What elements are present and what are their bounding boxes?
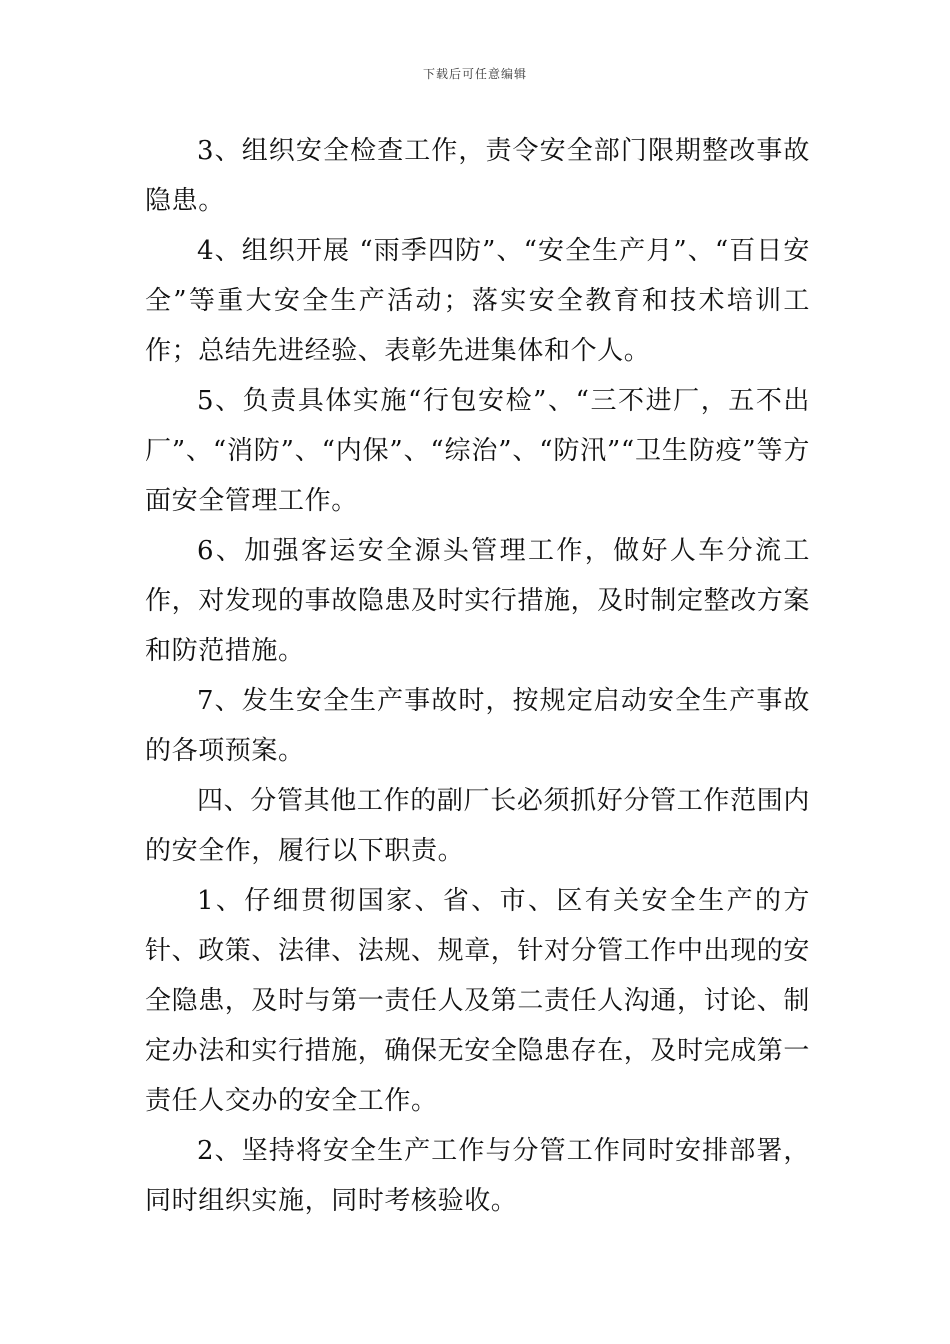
section-heading-four: 四、分管其他工作的副厂长必须抓好分管工作范围内的安全作，履行以下职责。 [145, 786, 810, 866]
paragraph-item-6: 6、加强客运安全源头管理工作，做好人车分流工作，对发现的事故隐患及时实行措施，及时制定整改方案和防范措施。 [145, 536, 811, 666]
paragraph-duty-2: 2、坚持将安全生产工作与分管工作同时安排部署，同时组织实施，同时考核验收。 [145, 1136, 810, 1216]
header-note: 下载后可任意编辑 [422, 67, 527, 81]
paragraph-item-3: 3、组织安全检查工作，责令安全部门限期整改事故隐患。 [145, 136, 810, 216]
paragraph-item-5: 5、负责具体实施“行包安检”、“三不进厂，五不出厂”、“消防”、“内保”、“综治”、“防汛”“卫生防疫”等方面安全管理工作。 [145, 386, 810, 516]
paragraph-duty-1: 1、仔细贯彻国家、省、市、区有关安全生产的方针、政策、法律、法规、规章，针对分管工作中出现的安全隐患，及时与第一责任人及第二责任人沟通，讨论、制定办法和实行措施，确保无安全隐患存在，及时完成第一责任人交办的安全工作。 [145, 886, 811, 1116]
document-body [145, 126, 810, 1226]
paragraph-item-4: 4、组织开展 “雨季四防”、“安全生产月”、“百日安全”等重大安全生产活动；落实安全教育和技术培训工作；总结先进经验、表彰先进集体和个人。 [145, 236, 810, 366]
paragraph-item-7: 7、发生安全生产事故时，按规定启动安全生产事故的各项预案。 [145, 686, 810, 766]
